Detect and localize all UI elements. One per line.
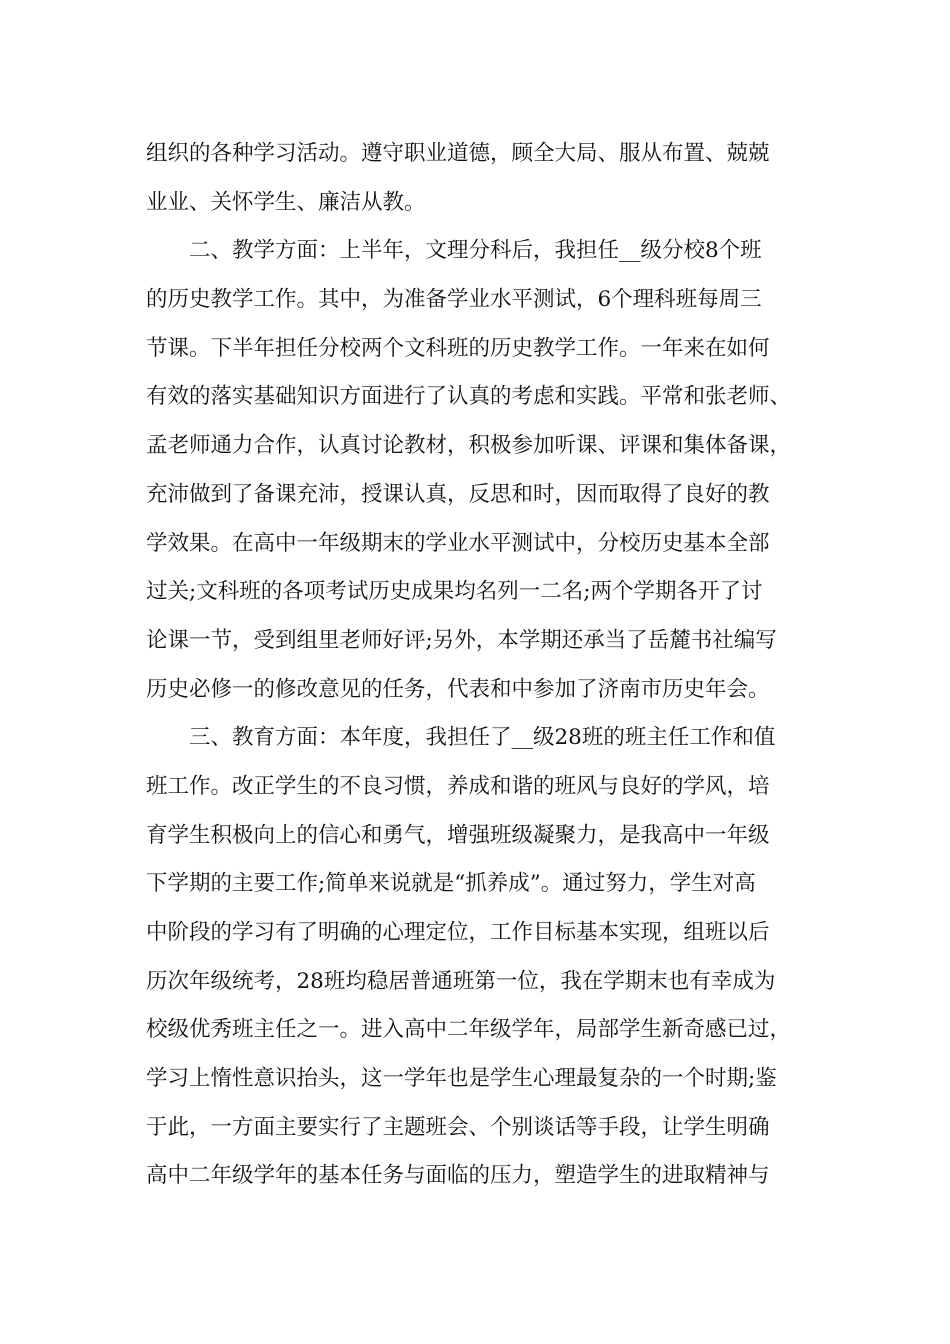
text-line: 组织的各种学习活动。遵守职业道德，顾全大局、服从布置、兢兢	[146, 141, 770, 166]
text-line: 学效果。在高中一年级期末的学业水平测试中，分校历史基本全部	[146, 530, 770, 556]
text-line: 高中二年级学年的基本任务与面临的压力，塑造学生的进取精神与	[146, 1163, 770, 1189]
text-line: 历次年级统考，28班均稳居普通班第一位，我在学期末也有幸成为	[146, 968, 776, 994]
text-line: 校级优秀班主任之一。进入高中二年级学年，局部学生新奇感已过，	[146, 1017, 792, 1043]
text-line: 下学期的主要工作;简单来说就是“抓养成”。通过努力，学生对高	[146, 871, 756, 897]
text-line: 的历史教学工作。其中，为准备学业水平测试，6个理科班每周三	[146, 287, 762, 313]
section-heading-education: 三、教育方面：本年度，我担任了__级28班的班主任工作和值	[189, 725, 776, 751]
text-line: 学习上惰性意识抬头，这一学年也是学生心理最复杂的一个时期;鉴	[146, 1066, 777, 1092]
text-line: 业业、关怀学生、廉洁从教。	[146, 189, 426, 215]
text-line: 中阶段的学习有了明确的心理定位，工作目标基本实现，组班以后	[146, 920, 770, 945]
text-line: 孟老师通力合作，认真讨论教材，积极参加听课、评课和集体备课，	[146, 433, 792, 459]
text-line: 论课一节，受到组里老师好评;另外，本学期还承当了岳麓书社编写	[146, 627, 777, 653]
section-heading-teaching: 二、教学方面：上半年，文理分科后，我担任__级分校8个班	[189, 238, 762, 264]
body-text	[146, 130, 826, 1201]
text-line: 育学生积极向上的信心和勇气，增强班级凝聚力，是我高中一年级	[146, 822, 770, 848]
text-line: 于此，一方面主要实行了主题班会、个别谈话等手段，让学生明确	[146, 1114, 770, 1140]
text-line: 过关;文科班的各项考试历史成果均名列一二名;两个学期各开了讨	[146, 579, 763, 605]
text-line: 有效的落实基础知识方面进行了认真的考虑和实践。平常和张老师、	[146, 384, 792, 410]
text-line: 历史必修一的修改意见的任务，代表和中参加了济南市历史年会。	[146, 676, 770, 702]
text-line: 充沛做到了备课充沛，授课认真，反思和时，因而取得了良好的教	[146, 481, 770, 507]
text-line: 节课。下半年担任分校两个文科班的历史教学工作。一年来在如何	[146, 335, 770, 361]
text-line: 班工作。改正学生的不良习惯，养成和谐的班风与良好的学风，培	[146, 773, 770, 799]
